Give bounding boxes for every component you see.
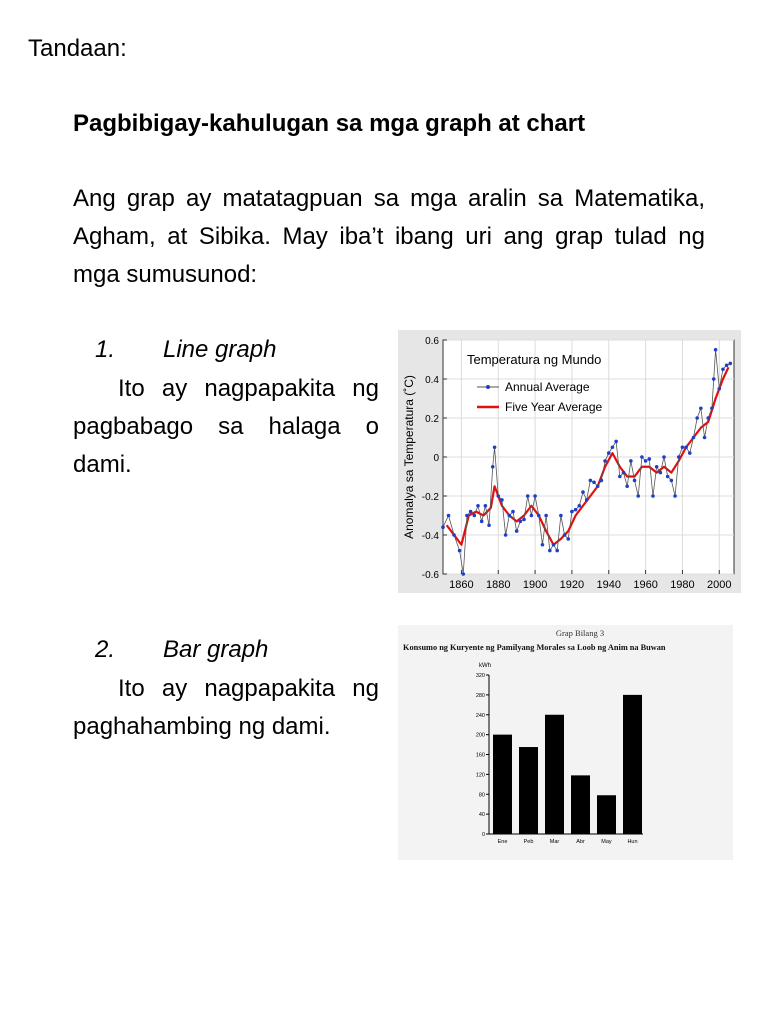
annual-average-point [614,440,618,444]
item-2-number: 2. [95,636,116,663]
annual-average-point [600,479,604,483]
annual-average-point [552,543,556,547]
item-2-name: Bar graph [163,636,269,663]
line-graph-figure [398,330,741,593]
annual-average-point [596,484,600,488]
annual-average-point [636,494,640,498]
item-1-name: Line graph [163,336,277,363]
annual-average-point [710,406,714,410]
annual-average-point [681,445,685,449]
annual-average-point [618,475,622,479]
annual-average-point [504,533,508,537]
line-y-tick-label: -0.4 [421,531,439,542]
annual-average-point [581,490,585,494]
annual-average-point [511,510,515,514]
line-chart-title: Temperatura ng Mundo [467,352,602,367]
annual-average-point [585,498,589,502]
bar-x-tick-label: Peb [523,839,534,845]
bar-hun [623,695,642,834]
annual-average-point [651,494,655,498]
annual-average-point [465,514,469,518]
bar-abr [571,775,590,834]
annual-average-point [625,484,629,488]
line-x-tick-label: 1880 [486,579,511,591]
annual-average-point [692,436,696,440]
annual-average-point [577,504,581,508]
annual-average-point [500,498,504,502]
annual-average-point [714,348,718,352]
annual-average-point [496,494,500,498]
annual-average-point [659,471,663,475]
line-y-tick-label: -0.6 [421,570,439,581]
bar-chart-caption: Grap Bilang 3 [555,628,605,638]
annual-average-point [574,508,578,512]
bar-peb [519,747,538,834]
annual-average-point [677,455,681,459]
line-y-tick-label: 0 [433,453,439,464]
annual-average-point [515,529,519,533]
annual-average-point [469,510,473,514]
line-y-axis-label: Anomalya sa Temperatura (˚C) [402,375,416,539]
bar-x-tick-label: May [601,839,612,845]
annual-average-point [699,406,703,410]
annual-average-point [717,387,721,391]
annual-average-point [589,479,593,483]
bar-graph-svg [398,625,733,860]
annual-average-point [603,459,607,463]
annual-average-point [721,367,725,371]
annual-average-point [484,504,488,508]
annual-average-point [570,510,574,514]
annual-average-point [447,514,451,518]
item-2-description: Ito ay nagpapakita ng paghahambing ng dami. [73,675,379,740]
line-x-tick-label: 1960 [633,579,658,591]
intro-paragraph: Ang grap ay matatagpuan sa mga aralin sa Matematika, Agham, at Sibika. May iba’t ibang uri ang grap tulad ng mga sumusunod: [73,185,705,288]
bar-y-tick-label: 280 [475,692,485,699]
annual-average-point [633,479,637,483]
item-1-number: 1. [95,336,116,363]
bar-y-tick-label: 200 [475,732,485,739]
line-x-tick-label: 1940 [596,579,622,591]
annual-average-point [541,543,545,547]
annual-average-point [519,520,523,524]
annual-average-point [655,465,659,469]
bar-y-tick-label: 160 [475,752,485,759]
bar-x-tick-label: Ene [497,839,508,845]
line-y-tick-label: 0.6 [425,336,439,347]
annual-average-point [458,549,462,553]
annual-average-point [712,377,716,381]
annual-average-point [611,445,615,449]
annual-average-point [684,445,688,449]
annual-average-point [473,514,477,518]
annual-average-point [592,481,596,485]
annual-average-point [644,459,648,463]
annual-average-point [703,436,707,440]
bar-may [597,795,616,834]
line-x-tick-label: 1900 [522,579,548,591]
annual-average-point [607,451,611,455]
annual-average-point [480,520,484,524]
bar-y-tick-label: 0 [481,832,485,838]
annual-average-point [688,451,692,455]
annual-average-point [725,364,729,368]
annual-average-point [522,518,526,522]
bar-x-tick-label: Hun [627,839,638,845]
line-x-tick-label: 1920 [559,579,585,591]
bar-y-tick-label: 40 [478,812,485,819]
bar-y-tick-label: 120 [475,772,485,779]
line-x-tick-label: 2000 [707,579,732,591]
annual-average-point [563,533,567,537]
annual-average-point [526,494,530,498]
annual-average-point [555,549,559,553]
annual-average-point [461,572,465,576]
annual-average-point [548,549,552,553]
annual-average-point [673,494,677,498]
bar-chart-title: Konsumo ng Kuryente ng Pamilyang Morales sa Loob ng Anim na Buwan [403,643,666,652]
annual-average-point [441,525,445,529]
annual-average-point [629,459,633,463]
line-y-tick-label: -0.2 [421,492,439,503]
annual-average-point [566,537,570,541]
annual-average-point [508,514,512,518]
bar-y-axis-label: kWh [479,663,491,669]
bar-ene [493,735,512,834]
line-graph-svg [398,330,741,593]
bar-mar [545,715,564,834]
bar-y-tick-label: 240 [475,712,485,719]
annual-average-point [452,533,456,537]
item-1-description: Ito ay nagpapakita ng pagbabago sa halaga o dami. [73,375,379,478]
annual-average-point [695,416,699,420]
bar-y-tick-label: 80 [478,792,485,799]
annual-average-point [476,504,480,508]
annual-average-point [559,514,563,518]
line-y-tick-label: 0.2 [425,414,439,425]
annual-average-point [544,514,548,518]
annual-average-point [647,457,651,461]
legend-annual-label: Annual Average [505,380,590,394]
section-heading: Pagbibigay-kahulugan sa mga graph at chart [73,110,586,137]
annual-average-point [491,465,495,469]
annual-average-point [493,445,497,449]
legend-annual-marker [486,385,490,389]
bar-y-tick-label: 320 [475,673,485,679]
annual-average-point [530,514,534,518]
annual-average-point [666,475,670,479]
annual-average-point [622,471,626,475]
label-tandaan: Tandaan: [28,35,127,62]
annual-average-point [670,479,674,483]
annual-average-point [487,523,491,527]
annual-average-point [662,455,666,459]
item-1-title [0,333,380,367]
annual-average-point [533,494,537,498]
annual-average-point [706,416,710,420]
annual-average-point [640,455,644,459]
item-2-title [0,633,380,667]
legend-five-year-label: Five Year Average [505,400,603,414]
bar-x-tick-label: Abr [576,839,585,845]
annual-average-point [537,514,541,518]
bar-x-tick-label: Mar [549,839,560,845]
line-x-tick-label: 1980 [670,579,695,591]
line-x-tick-label: 1860 [449,579,474,591]
bar-graph-figure [398,625,733,860]
line-y-tick-label: 0.4 [425,375,439,386]
annual-average-point [729,362,733,366]
